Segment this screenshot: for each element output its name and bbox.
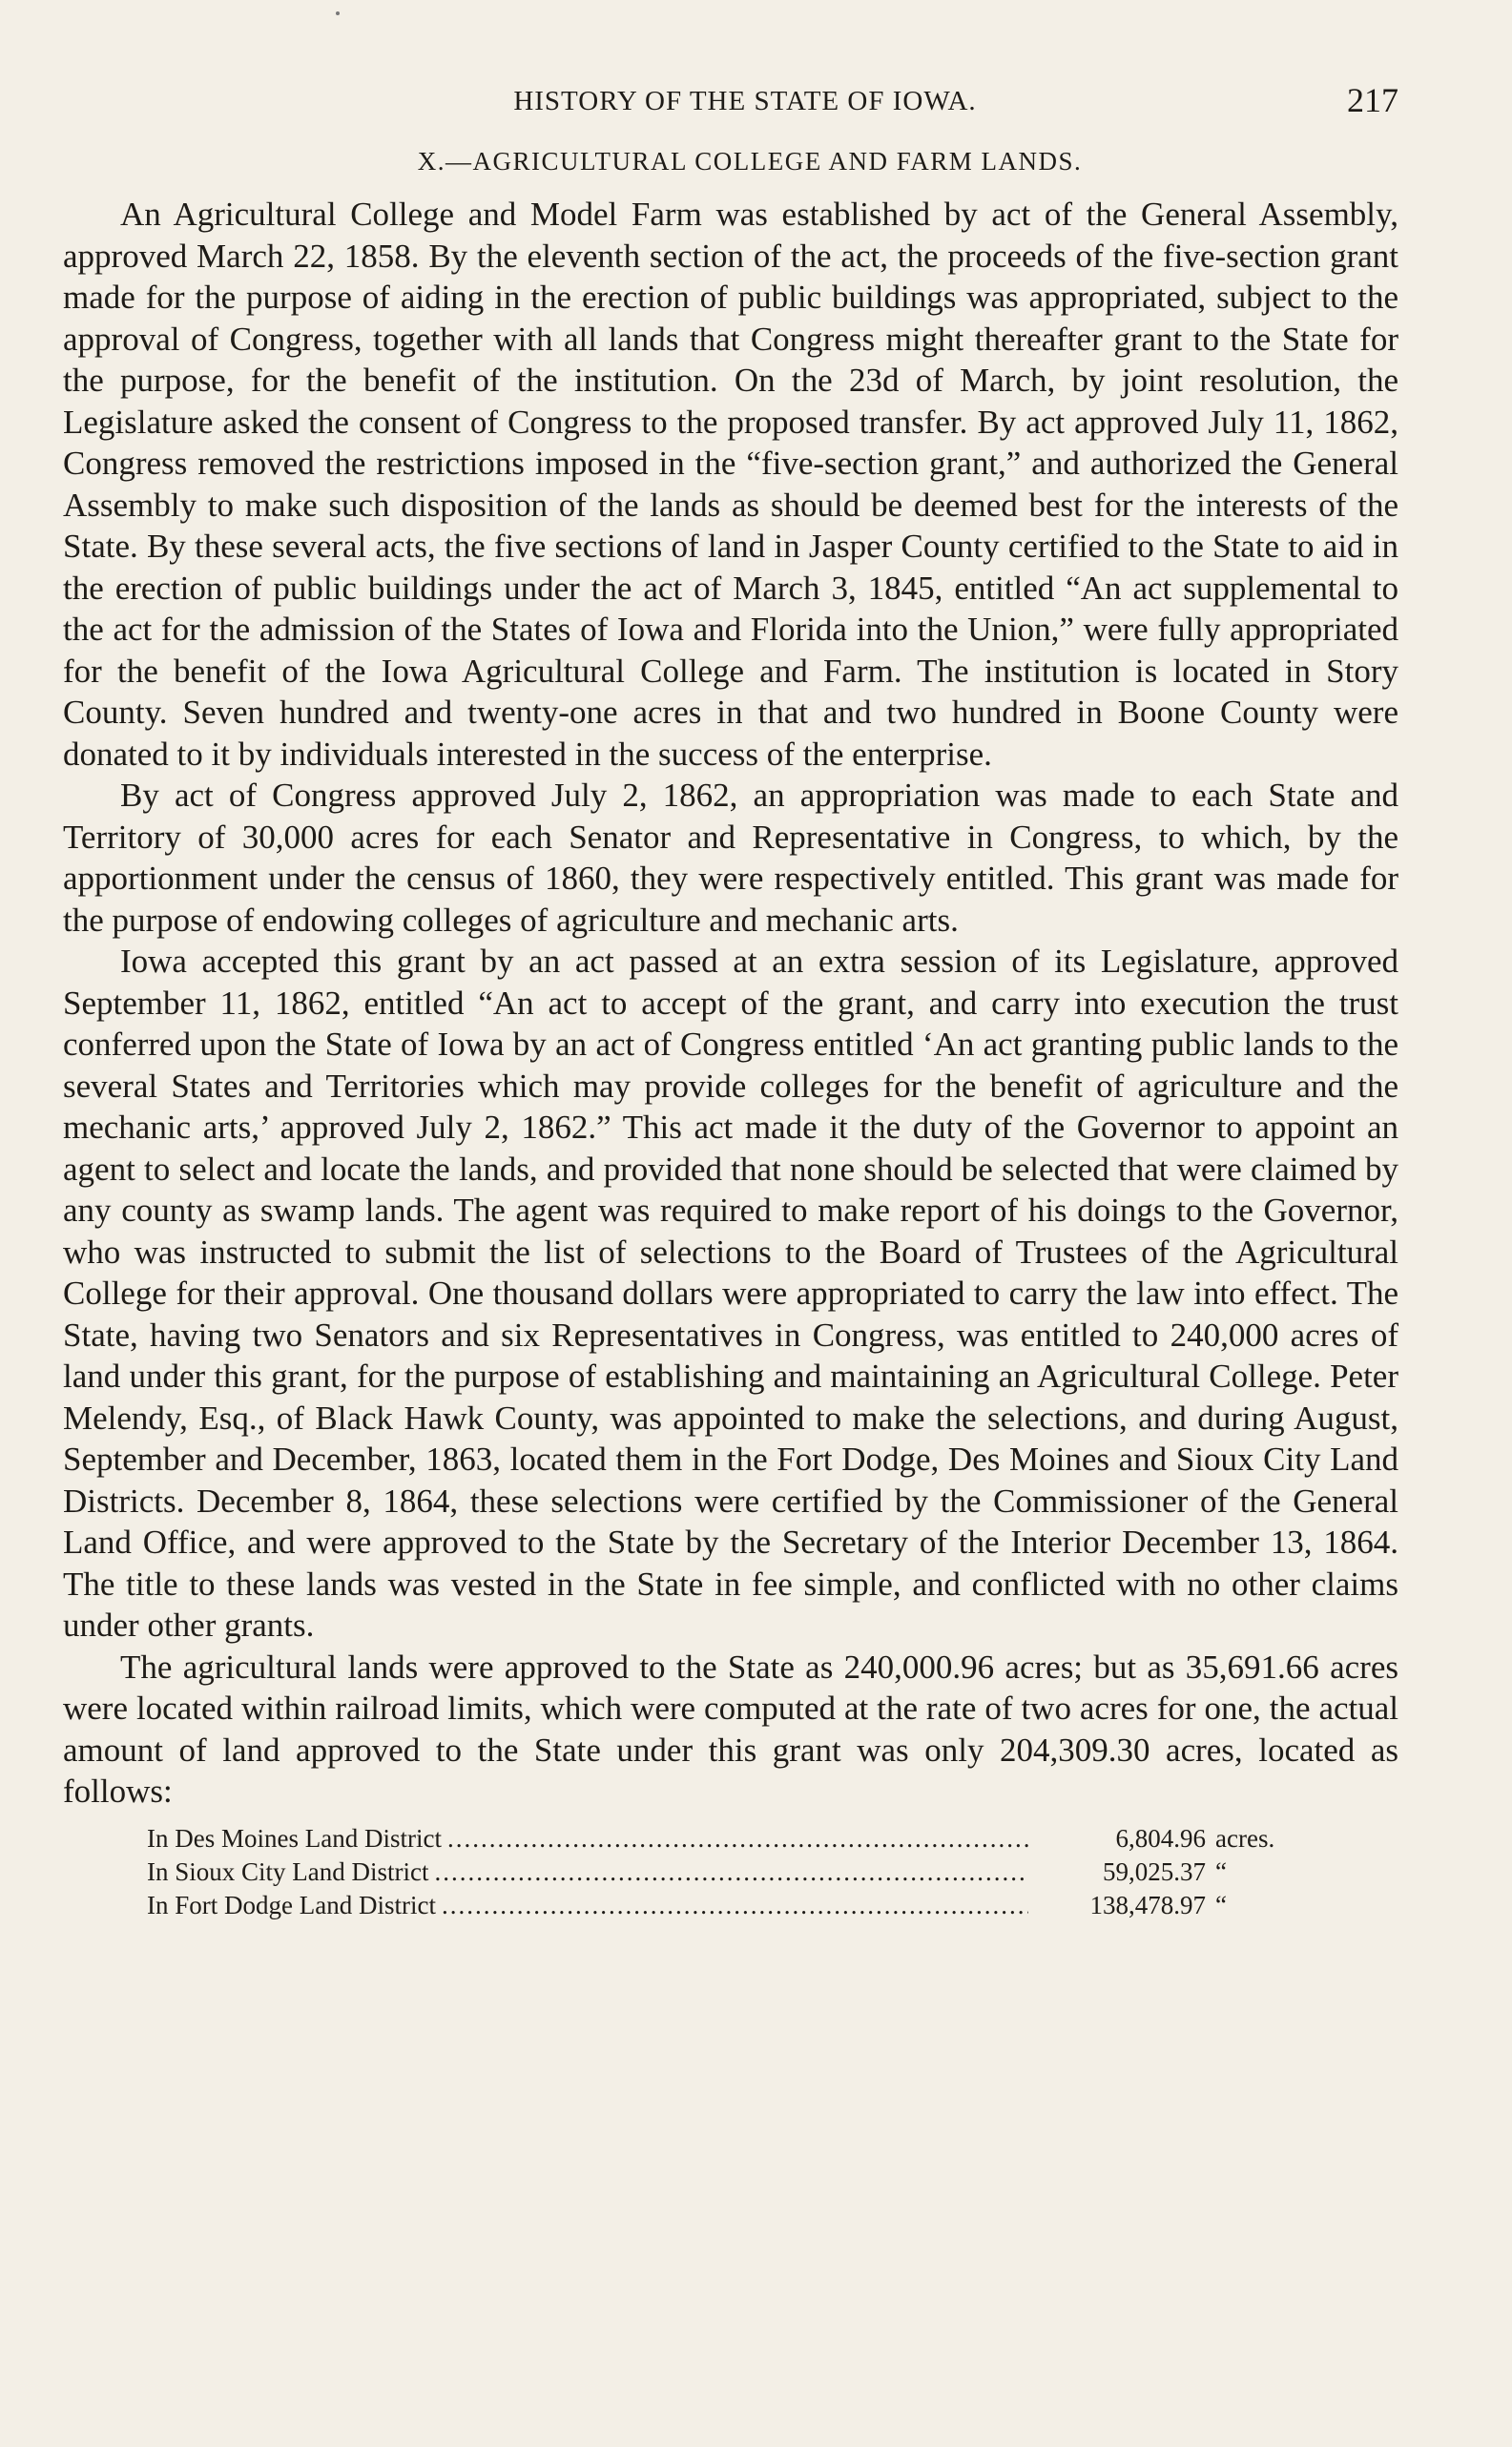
- district-name: In Fort Dodge Land District: [147, 1890, 436, 1919]
- acreage-value: 6,804.96: [1115, 1823, 1206, 1853]
- running-head: [63, 76, 1398, 134]
- acreage-unit: acres.: [1215, 1823, 1275, 1853]
- page: [63, 76, 1398, 1922]
- paragraph-3: Iowa accepted this grant by an act passed at an extra session of its Legislature, approved September 11, 1862, entitled “An act to accept of the grant, and carry into execution the trust conferred upon the State of Iowa by an act of Congress entitled ‘An act granting public lands to the several States and Territories which may provide colleges for the benefit of agriculture and the mechanic arts,’ approved July 2, 1862.” This act made it the duty of the Governor to appoint an agent to select and locate the lands, and provided that none should be selected that were claimed by any county as swamp lands. The agent was required to make report of his doings to the Governor, who was instructed to submit the list of selections to the Board of Trustees of the Agricultural College for their approval. One thousand dollars were appropriated to carry the law into effect. The State, having two Senators and six Representatives in Congress, was entitled to 240,000 acres of land under this grant, for the purpose of establishing and maintaining an Agricultural College. Peter Melendy, Esq., of Black Hawk County, was appointed to make the selections, and during August, September and December, 1863, located them in the Fort Dodge, Des Moines and Sioux City Land Districts. December 8, 1864, these selections were certified by the Commissioner of the General Land Office, and were approved to the State by the Secretary of the Interior December 13, 1864. The title to these lands was vested in the State in fee simple, and conflicted with no other claims under other grants.: [63, 943, 1398, 1644]
- dot-leader: [447, 1822, 1028, 1856]
- running-title: HISTORY OF THE STATE OF IOWA.: [513, 86, 977, 116]
- acreage-value: 138,478.97: [1089, 1890, 1206, 1919]
- paragraph-1: An Agricultural College and Model Farm was established by act of the General Assembly, approved March 22, 1858. By the eleventh section of the act, the proceeds of the five-section grant made for the purpose of aiding in the erection of public buildings was appropriated, subject to the approval of Congress, together with all lands that Congress might thereafter grant to the State for the purpose, for the benefit of the institution. On the 23d of March, by joint resolution, the Legislature asked the consent of Congress to the proposed transfer. By act approved July 11, 1862, Congress removed the restrictions imposed in the “five-section grant,” and authorized the General Assembly to make such disposition of the lands as should be deemed best for the interests of the State. By these several acts, the five sections of land in Jasper County certified to the State to aid in the erection of public buildings under the act of March 3, 1845, entitled “An act supplemental to the act for the admission of the States of Iowa and Florida into the Union,” were fully appropriated for the benefit of the Iowa Agricultural College and Farm. The institution is located in Story County. Seven hundred and twenty-one acres in that and two hundred in Boone County were donated to it by individuals interested in the success of the enterprise.: [63, 196, 1398, 773]
- district-name: In Sioux City Land District: [147, 1856, 429, 1886]
- table-row: [147, 1889, 1311, 1922]
- table-row: [147, 1856, 1311, 1889]
- dot-leader: [434, 1856, 1028, 1889]
- district-name: In Des Moines Land District: [147, 1823, 442, 1853]
- dot-leader: [442, 1889, 1028, 1922]
- land-district-table: [147, 1822, 1311, 1922]
- table-row: [147, 1822, 1311, 1856]
- paragraph-4: The agricultural lands were approved to the State as 240,000.96 acres; but as 35,691.66 acres were located within railroad limits, which were computed at the rate of two acres for one, the actual amount of land approved to the State under this grant was only 204,309.30 acres, located as follows:: [63, 1648, 1398, 1810]
- acreage-unit: “: [1215, 1890, 1227, 1919]
- page-speck: [336, 11, 340, 15]
- page-number: 217: [1347, 81, 1398, 119]
- acreage-value: 59,025.37: [1103, 1856, 1206, 1886]
- acreage-unit: “: [1215, 1856, 1227, 1886]
- paragraph-2: By act of Congress approved July 2, 1862, an appropriation was made to each State and Territory of 30,000 acres for each Senator and Representative in Congress, to which, by the apportionment under the census of 1860, they were respectively entitled. This grant was made for the purpose of endowing colleges of agriculture and mechanic arts.: [63, 777, 1398, 939]
- section-heading: X.—AGRICULTURAL COLLEGE AND FARM LANDS.: [417, 147, 1083, 176]
